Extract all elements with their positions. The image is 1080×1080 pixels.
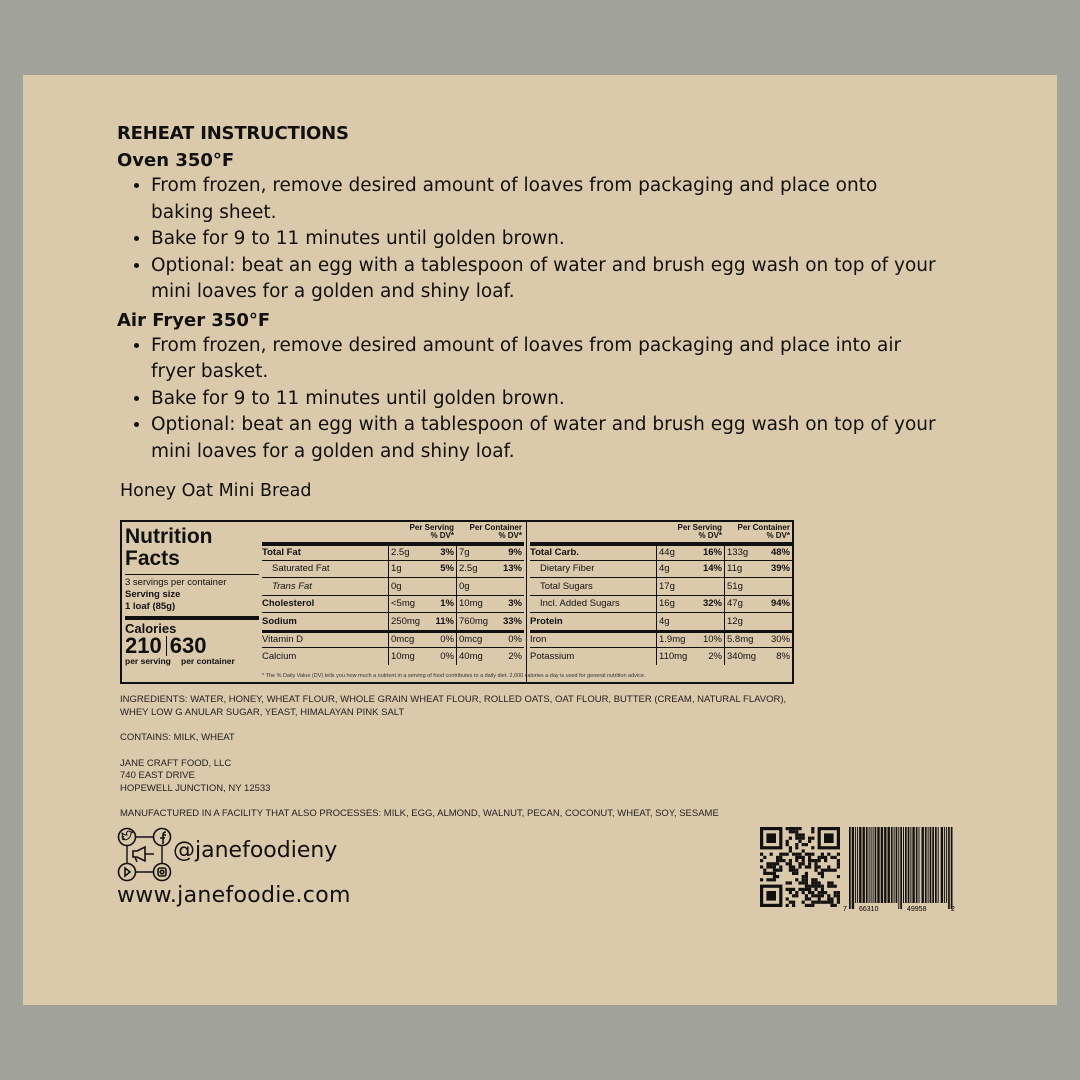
address-line: JANE CRAFT FOOD, LLC	[120, 757, 232, 769]
column-headers: Per Serving % DV* Per Container % DV*	[409, 523, 522, 540]
nutrient-table-left	[262, 524, 524, 665]
per-container-dv: 9%	[508, 547, 522, 559]
per-serving-dv: 10%	[702, 634, 722, 646]
per-container-caption: per container	[181, 656, 235, 666]
oven-heading: Oven 350°F	[117, 150, 235, 171]
oven-step: • Bake for 9 to 11 minutes until golden brown.	[151, 226, 937, 253]
per-serving-amount: 110mg	[656, 648, 690, 665]
nutrient-label: Iron	[530, 634, 547, 646]
per-container-dv: 8%	[776, 650, 790, 662]
nutrition-summary	[125, 524, 259, 682]
per-container-amount: 7g	[456, 546, 490, 560]
nutrient-row	[530, 560, 792, 578]
label-text-block	[120, 694, 810, 821]
oven-step: • From frozen, remove desired amount of loaves from packaging and place onto baking sheet.	[151, 173, 937, 226]
per-container-dv: 13%	[502, 563, 522, 575]
reheat-title: REHEAT INSTRUCTIONS	[117, 123, 349, 144]
nutrient-row	[530, 630, 792, 648]
per-container-amount: 0g	[456, 578, 490, 595]
per-serving-amount: 4g	[656, 613, 690, 630]
ingredients-text: INGREDIENTS: WATER, HONEY, WHEAT FLOUR, WHOLE GRAIN WHEAT FLOUR, ROLLED OATS, OAT FLOUR, BUTTER (CREAM, NATURAL FLAVOR), WHEY LOW G ANULAR SUGAR, YEAST, HIMALAYAN PINK SALT	[120, 694, 787, 718]
air-fryer-step: • Optional: beat an egg with a tablespoon of water and brush egg wash on top of your mini loaves for a golden and shiny loaf.	[151, 412, 937, 465]
nutrient-label: Potassium	[530, 650, 575, 662]
per-serving-dv: 3%	[440, 547, 454, 559]
address-line: HOPEWELL JUNCTION, NY 12533	[120, 782, 271, 794]
calories-values	[125, 633, 259, 658]
per-container-amount: 5.8mg	[724, 633, 758, 648]
nutrient-row	[262, 612, 524, 630]
per-container-amount: 340mg	[724, 648, 758, 665]
product-name: Honey Oat Mini Bread	[120, 481, 312, 501]
address-line: 740 EAST DRIVE	[120, 770, 195, 781]
serving-size-label: Serving size	[125, 589, 181, 600]
nutrient-row	[262, 577, 524, 595]
per-container-amount: 0mcg	[456, 633, 490, 648]
nutrient-label: Sodium	[262, 615, 297, 627]
per-serving-dv: 5%	[440, 563, 454, 575]
nutrient-label: Total Carb.	[530, 547, 579, 559]
social-handle: @janefoodieny	[173, 838, 338, 863]
nutrient-label: Dietary Fiber	[540, 563, 595, 575]
nutrient-label: Saturated Fat	[272, 563, 330, 575]
divider	[125, 616, 259, 620]
per-container-dv: 94%	[770, 598, 790, 610]
nutrient-row	[530, 542, 792, 560]
nutrient-row	[262, 542, 524, 560]
per-container-dv: 2%	[508, 650, 522, 662]
nutrient-label: Trans Fat	[272, 580, 312, 592]
nutrient-row	[530, 647, 792, 665]
per-serving-dv: 0%	[440, 650, 454, 662]
calories-container: 630	[169, 633, 207, 658]
per-container-amount: 51g	[724, 578, 758, 595]
per-container-dv: 3%	[508, 598, 522, 610]
nutrient-row	[530, 595, 792, 613]
website-url[interactable]: www.janefoodie.com	[117, 883, 351, 908]
nutrient-row	[530, 612, 792, 630]
per-serving-amount: 0g	[388, 578, 422, 595]
air-fryer-heading: Air Fryer 350°F	[117, 309, 271, 331]
per-serving-amount: 4g	[656, 561, 690, 578]
nutrient-label: Total Sugars	[540, 580, 593, 592]
qr-code	[760, 827, 840, 907]
per-serving-dv: 16%	[702, 547, 722, 559]
facility-statement: MANUFACTURED IN A FACILITY THAT ALSO PROCESSES: MILK, EGG, ALMOND, WALNUT, PECAN, COCONUT, WHEAT, SOY, SESAME	[120, 808, 719, 819]
divider	[125, 574, 259, 575]
per-serving-dv: 11%	[435, 615, 454, 627]
per-container-dv: 48%	[770, 547, 790, 559]
per-serving-dv: 32%	[702, 598, 722, 610]
column-headers: Per Serving % DV* Per Container % DV*	[677, 523, 790, 540]
barcode-digits-right: 49958	[907, 906, 927, 913]
servings-per-container: 3 servings per container	[125, 577, 227, 588]
per-serving-caption: per serving	[125, 656, 171, 666]
nutrient-label: Incl. Added Sugars	[540, 598, 620, 610]
divider	[166, 636, 167, 656]
column-divider	[526, 522, 527, 682]
nutrient-row	[262, 647, 524, 665]
per-container-amount: 11g	[724, 561, 758, 578]
social-icons-cluster	[117, 827, 177, 883]
per-serving-dv: 0%	[440, 634, 454, 646]
barcode-digits-left: 66310	[859, 906, 879, 913]
per-serving-amount: 44g	[656, 546, 690, 560]
per-serving-amount: 0mcg	[388, 633, 422, 648]
per-serving-amount: 1g	[388, 561, 422, 578]
nutrient-label: Calcium	[262, 650, 297, 662]
per-serving-amount: 250mg	[388, 613, 422, 630]
air-fryer-step: • From frozen, remove desired amount of loaves from packaging and place into air fryer basket.	[151, 333, 937, 386]
air-fryer-steps	[117, 333, 937, 466]
serving-size-value: 1 loaf (85g)	[125, 601, 176, 612]
barcode-digit-first: 7	[843, 906, 847, 913]
nutrient-row	[262, 595, 524, 613]
nutrient-label: Vitamin D	[262, 634, 304, 646]
per-serving-dv: 2%	[708, 650, 722, 662]
per-serving-dv: 14%	[702, 563, 722, 575]
barcode-digit-last: 2	[951, 906, 955, 913]
nutrient-row	[262, 560, 524, 578]
calories-captions	[125, 656, 259, 666]
nutrient-row	[530, 577, 792, 595]
air-fryer-step: • Bake for 9 to 11 minutes until golden brown.	[151, 386, 937, 413]
nutrient-label: Cholesterol	[262, 598, 315, 610]
per-container-dv: 33%	[502, 615, 522, 627]
per-serving-amount: 10mg	[388, 648, 422, 665]
per-container-dv: 39%	[770, 563, 790, 575]
nutrition-facts-panel	[120, 520, 794, 684]
daily-value-footnote: * The % Daily Value (DV) tells you how much a nutrient in a serving of food contributes to a daily diet. 2,000 calories a day is used for general nutrition advice.	[262, 673, 646, 679]
oven-step: • Optional: beat an egg with a tablespoon of water and brush egg wash on top of your mini loaves for a golden and shiny loaf.	[151, 253, 937, 306]
per-container-amount: 760mg	[456, 613, 490, 630]
calories-label: Calories	[125, 621, 177, 636]
oven-steps	[117, 173, 937, 306]
per-container-amount: 10mg	[456, 596, 490, 613]
nutrition-title: Nutrition Facts	[125, 525, 213, 570]
per-container-amount: 12g	[724, 613, 758, 630]
per-serving-amount: 1.9mg	[656, 633, 690, 648]
nutrient-label: Total Fat	[262, 547, 301, 559]
nutrient-table-right	[530, 524, 792, 665]
per-serving-amount: 16g	[656, 596, 690, 613]
package-back-label	[23, 75, 1057, 1005]
reheat-instructions	[117, 123, 937, 469]
per-container-amount: 133g	[724, 546, 758, 560]
per-container-dv: 30%	[770, 634, 790, 646]
calories-serving: 210	[125, 633, 162, 658]
twitter-icon	[119, 829, 136, 846]
megaphone-icon	[133, 847, 145, 862]
per-serving-amount: 17g	[656, 578, 690, 595]
nutrient-label: Protein	[530, 615, 563, 627]
per-serving-amount: <5mg	[388, 596, 422, 613]
nutrient-row	[262, 630, 524, 648]
per-serving-dv: 1%	[440, 598, 454, 610]
per-container-amount: 47g	[724, 596, 758, 613]
instagram-icon	[154, 864, 171, 881]
contains-text: CONTAINS: MILK, WHEAT	[120, 732, 235, 743]
youtube-icon	[119, 864, 136, 881]
per-container-amount: 40mg	[456, 648, 490, 665]
per-serving-amount: 2.5g	[388, 546, 422, 560]
per-container-dv: 0%	[508, 634, 522, 646]
barcode	[843, 827, 957, 913]
per-container-amount: 2.5g	[456, 561, 490, 578]
facebook-icon	[154, 829, 171, 846]
